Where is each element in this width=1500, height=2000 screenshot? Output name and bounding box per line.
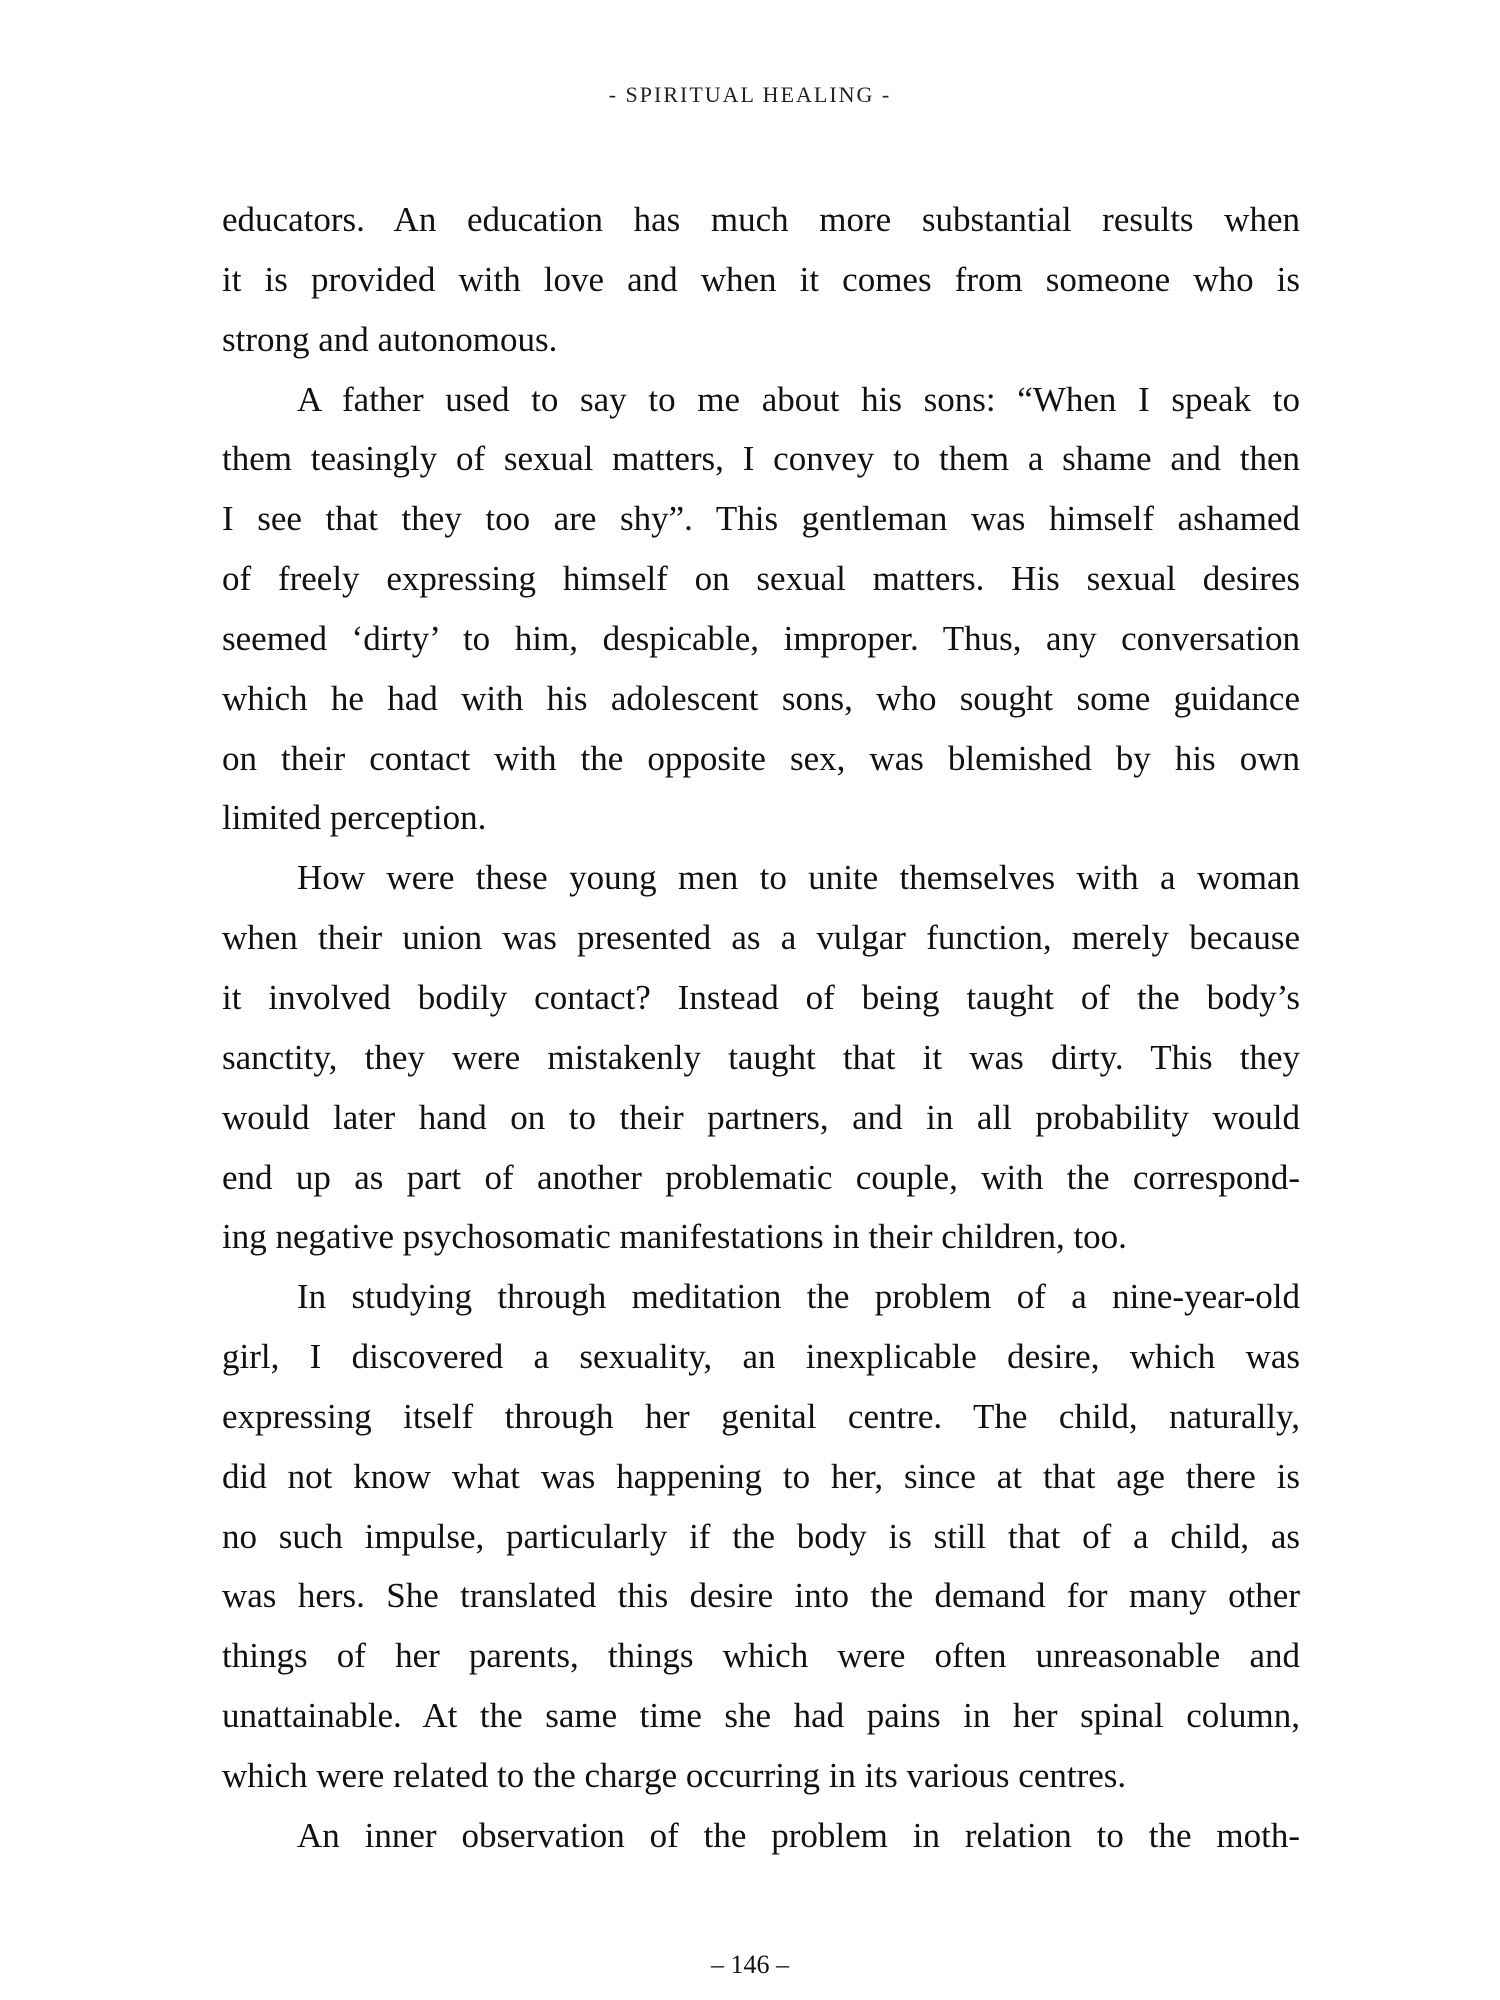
- text-line: seemed ‘dirty’ to him, despicable, improper. Thus, any conversation: [222, 618, 1300, 658]
- text-line: sanctity, they were mistakenly taught that it was dirty. This they: [222, 1037, 1300, 1077]
- body-text: [222, 190, 1300, 1866]
- running-head: - SPIRITUAL HEALING -: [608, 82, 892, 107]
- page-number: – 146 –: [711, 1950, 789, 1979]
- text-line: did not know what was happening to her, since at that age there is: [222, 1456, 1300, 1496]
- text-line: A father used to say to me about his sons: “When I speak to: [297, 379, 1300, 419]
- text-line: which were related to the charge occurring in its various centres.: [222, 1755, 1127, 1795]
- text-line: it involved bodily contact? Instead of being taught of the body’s: [222, 977, 1300, 1017]
- text-line: unattainable. At the same time she had pains in her spinal column,: [222, 1696, 1300, 1736]
- text-line: on their contact with the opposite sex, was blemished by his own: [222, 738, 1300, 778]
- text-line: limited perception.: [222, 798, 487, 838]
- text-line: of freely expressing himself on sexual matters. His sexual desires: [222, 559, 1300, 599]
- text-line: expressing itself through her genital centre. The child, naturally,: [222, 1396, 1300, 1436]
- text-line: ing negative psychosomatic manifestations in their children, too.: [222, 1217, 1127, 1257]
- text-line: strong and autonomous.: [222, 319, 558, 359]
- text-line: was hers. She translated this desire into the demand for many other: [222, 1576, 1300, 1616]
- paragraph: [222, 848, 1300, 1267]
- text-line: An inner observation of the problem in relation to the moth-: [297, 1815, 1300, 1855]
- text-line: educators. An education has much more substantial results when: [222, 200, 1300, 239]
- text-line: things of her parents, things which were often unreasonable and: [222, 1636, 1300, 1676]
- text-line: end up as part of another problematic couple, with the correspond-: [222, 1157, 1300, 1197]
- text-line: I see that they too are shy”. This gentleman was himself ashamed: [222, 499, 1300, 539]
- text-line: it is provided with love and when it comes from someone who is: [222, 259, 1300, 299]
- text-line: How were these young men to unite themselves with a woman: [297, 858, 1300, 898]
- paragraph: [222, 190, 1300, 370]
- text-line: which he had with his adolescent sons, who sought some guidance: [222, 678, 1300, 718]
- text-line: when their union was presented as a vulgar function, merely because: [222, 918, 1300, 958]
- text-line: would later hand on to their partners, and in all probability would: [222, 1097, 1300, 1137]
- text-line: no such impulse, particularly if the body is still that of a child, as: [222, 1516, 1300, 1556]
- paragraph: [222, 370, 1300, 849]
- text-line: girl, I discovered a sexuality, an inexplicable desire, which was: [222, 1337, 1300, 1377]
- paragraph: [222, 1806, 1300, 1866]
- paragraph: [222, 1267, 1300, 1806]
- text-line: them teasingly of sexual matters, I convey to them a shame and then: [222, 439, 1300, 479]
- text-line: In studying through meditation the problem of a nine-year-old: [297, 1277, 1300, 1317]
